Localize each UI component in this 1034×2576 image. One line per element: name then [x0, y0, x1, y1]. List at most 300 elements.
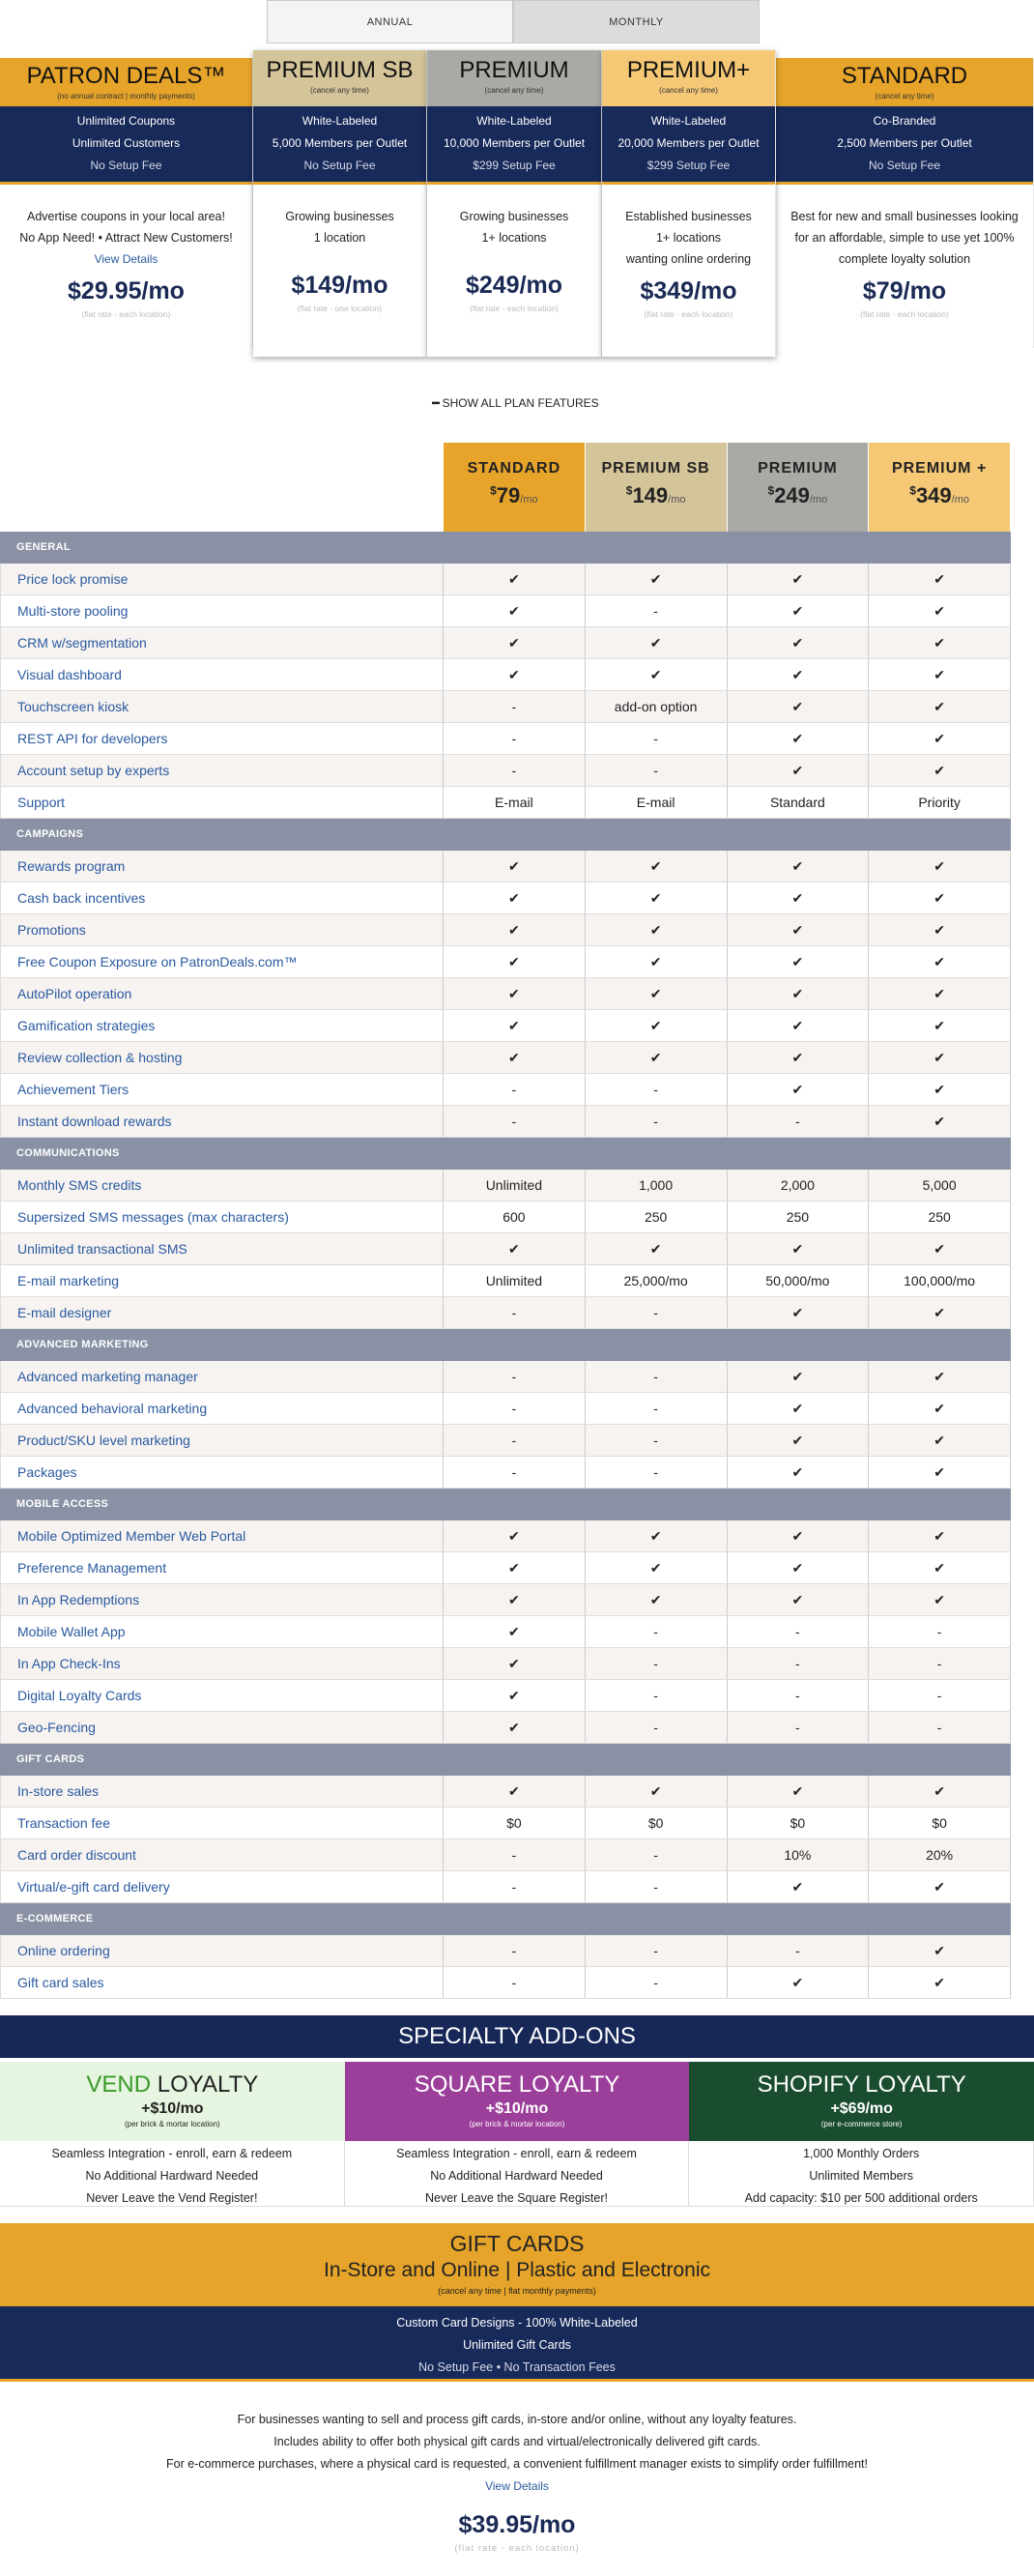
feature-row: [0, 1552, 1011, 1584]
feature-value: 5,000: [869, 1170, 1011, 1201]
feature-name[interactable]: Touchscreen kiosk: [1, 691, 444, 722]
check-icon: ✔: [728, 595, 870, 626]
feature-value: -: [869, 1680, 1011, 1711]
plan-card-feature: White-Labeled: [302, 114, 378, 128]
plan-price-amount: 149: [632, 483, 669, 507]
plan-card-desc-line: Established businesses: [625, 210, 752, 223]
show-all-label: SHOW ALL PLAN FEATURES: [442, 396, 599, 410]
addon-price-note: (per e-commerce store): [820, 2120, 903, 2128]
plan-cards: [0, 46, 1034, 365]
check-icon: ✔: [586, 564, 728, 594]
addon-features: [689, 2141, 1034, 2207]
plan-card-terms: (cancel any time): [659, 86, 718, 95]
feature-name[interactable]: Advanced behavioral marketing: [1, 1393, 444, 1424]
plan-column-name: STANDARD: [467, 460, 561, 477]
section-header: COMMUNICATIONS: [0, 1138, 1011, 1170]
feature-row: [0, 1712, 1011, 1744]
gift-line: No Setup Fee • No Transaction Fees: [418, 2360, 616, 2374]
feature-value: -: [444, 691, 586, 722]
currency-symbol: $: [767, 483, 775, 498]
check-icon: ✔: [869, 723, 1011, 754]
addon-name-brand: SQUARE LOYALTY: [414, 2071, 620, 2098]
addon-feature: No Additional Hardward Needed: [85, 2169, 259, 2183]
check-icon: ✔: [869, 1935, 1011, 1966]
feature-row: [0, 1680, 1011, 1712]
check-icon: ✔: [444, 1680, 586, 1711]
addon-price-note: (per brick & mortar location): [469, 2120, 565, 2128]
check-icon: ✔: [869, 595, 1011, 626]
section-header: CAMPAIGNS: [0, 819, 1011, 851]
feature-name[interactable]: E-mail marketing: [1, 1265, 444, 1296]
feature-value: 100,000/mo: [869, 1265, 1011, 1296]
check-icon: ✔: [728, 1297, 870, 1328]
plan-column-price: [728, 483, 869, 508]
check-icon: ✔: [586, 1010, 728, 1041]
plan-column-price: [444, 483, 585, 508]
check-icon: ✔: [586, 659, 728, 690]
feature-value: Priority: [869, 787, 1011, 818]
feature-value: -: [444, 1839, 586, 1870]
feature-name[interactable]: AutoPilot operation: [1, 978, 444, 1009]
feature-value: 250: [586, 1201, 728, 1232]
check-icon: ✔: [728, 723, 870, 754]
check-icon: ✔: [444, 1712, 586, 1743]
feature-name[interactable]: Mobile Wallet App: [1, 1616, 444, 1647]
addon-name-suffix: LOYALTY: [151, 2071, 259, 2098]
feature-name[interactable]: Digital Loyalty Cards: [1, 1680, 444, 1711]
feature-row: [0, 978, 1011, 1010]
feature-name[interactable]: Multi-store pooling: [1, 595, 444, 626]
check-icon: ✔: [728, 1074, 870, 1105]
plan-card-price: $249/mo: [465, 272, 563, 299]
feature-value: -: [444, 1361, 586, 1392]
gift-title: GIFT CARDS: [449, 2231, 585, 2256]
check-icon: ✔: [869, 883, 1011, 913]
section-header: E-COMMERCE: [0, 1903, 1011, 1935]
feature-value: -: [586, 595, 728, 626]
check-icon: ✔: [444, 978, 586, 1009]
feature-value: 50,000/mo: [728, 1265, 870, 1296]
feature-name[interactable]: Supersized SMS messages (max characters): [1, 1201, 444, 1232]
plan-card-terms: (no annual contract | monthly payments): [57, 92, 195, 101]
feature-name[interactable]: Cash back incentives: [1, 883, 444, 913]
plan-column-header: [586, 443, 728, 532]
check-icon: ✔: [869, 1393, 1011, 1424]
plan-price-unit: /mo: [951, 494, 969, 506]
feature-row: [0, 914, 1011, 946]
feature-row: [0, 595, 1011, 627]
plan-card-feature: No Setup Fee: [303, 159, 376, 172]
feature-row: [0, 1361, 1011, 1393]
plan-card-feature: Co-Branded: [873, 114, 936, 128]
currency-symbol: $: [625, 483, 633, 498]
check-icon: ✔: [869, 659, 1011, 690]
feature-name[interactable]: Review collection & hosting: [1, 1042, 444, 1073]
check-icon: ✔: [444, 883, 586, 913]
addon-card: [689, 2062, 1034, 2207]
feature-name[interactable]: CRM w/segmentation: [1, 627, 444, 658]
feature-value: E-mail: [586, 787, 728, 818]
feature-name[interactable]: Online ordering: [1, 1935, 444, 1966]
check-icon: ✔: [728, 1361, 870, 1392]
plan-card-feature: 20,000 Members per Outlet: [618, 136, 760, 150]
check-icon: ✔: [586, 883, 728, 913]
addon-name: [689, 2071, 1034, 2098]
plan-card-price: $79/mo: [862, 277, 947, 304]
check-icon: ✔: [444, 946, 586, 977]
billing-toggle: [267, 0, 760, 43]
collapse-icon: ━: [432, 396, 440, 410]
check-icon: ✔: [444, 1520, 586, 1551]
feature-value: $0: [444, 1808, 586, 1838]
currency-symbol: $: [490, 483, 497, 498]
check-icon: ✔: [586, 946, 728, 977]
plan-card: [253, 50, 427, 357]
feature-value: $0: [728, 1808, 870, 1838]
plan-card-price-note: (flat rate - each location): [860, 309, 949, 319]
feature-row: [0, 1265, 1011, 1297]
feature-row: [0, 851, 1011, 883]
feature-value: -: [586, 1935, 728, 1966]
check-icon: ✔: [869, 1010, 1011, 1041]
plan-card-desc-line: Advertise coupons in your local area!: [27, 210, 225, 223]
feature-name[interactable]: Instant download rewards: [1, 1106, 444, 1137]
plan-card-name: PREMIUM+: [626, 57, 751, 83]
check-icon: ✔: [869, 914, 1011, 945]
section-header: GIFT CARDS: [0, 1744, 1011, 1776]
check-icon: ✔: [728, 1967, 870, 1998]
check-icon: ✔: [728, 1871, 870, 1902]
plan-card-description: [776, 185, 1033, 270]
check-icon: ✔: [869, 1074, 1011, 1105]
feature-value: -: [728, 1648, 870, 1679]
feature-comparison-table: [0, 443, 1011, 1999]
plan-card-features: [602, 106, 775, 185]
feature-value: $0: [586, 1808, 728, 1838]
feature-name[interactable]: E-mail designer: [1, 1297, 444, 1328]
feature-value: -: [444, 1106, 586, 1137]
addon-feature: 1,000 Monthly Orders: [803, 2147, 920, 2160]
feature-value: add-on option: [586, 691, 728, 722]
check-icon: ✔: [444, 627, 586, 658]
addon-feature: No Additional Hardward Needed: [430, 2169, 603, 2183]
feature-row: [0, 883, 1011, 914]
addon-card: [345, 2062, 690, 2207]
specialty-addons: [0, 2015, 1034, 2207]
plan-card-desc-line: Best for new and small businesses looking: [790, 210, 1019, 223]
check-icon: ✔: [586, 978, 728, 1009]
plan-column-price: [869, 483, 1010, 508]
feature-value: -: [869, 1648, 1011, 1679]
check-icon: ✔: [444, 1042, 586, 1073]
plan-card: [0, 58, 253, 348]
gift-line: Unlimited Gift Cards: [463, 2338, 571, 2352]
feature-name[interactable]: In App Redemptions: [1, 1584, 444, 1615]
plan-column-name: PREMIUM +: [891, 460, 988, 477]
check-icon: ✔: [728, 1233, 870, 1264]
plan-card-feature: 5,000 Members per Outlet: [272, 136, 408, 150]
addons-title: SPECIALTY ADD-ONS: [0, 2015, 1034, 2058]
check-icon: ✔: [444, 1616, 586, 1647]
plan-card-feature: White-Labeled: [650, 114, 727, 128]
addon-header: [689, 2062, 1034, 2141]
plan-card-desc-line: wanting online ordering: [625, 252, 752, 266]
feature-row: [0, 787, 1011, 819]
addon-name: [345, 2071, 690, 2098]
annual-tab[interactable]: ANNUAL: [267, 0, 513, 43]
feature-value: -: [444, 1393, 586, 1424]
feature-name[interactable]: In App Check-Ins: [1, 1648, 444, 1679]
feature-value: 20%: [869, 1839, 1011, 1870]
feature-name[interactable]: Advanced marketing manager: [1, 1361, 444, 1392]
gift-cards-plan: [0, 2223, 1034, 2554]
feature-value: -: [586, 1106, 728, 1137]
section-header: ADVANCED MARKETING: [0, 1329, 1011, 1361]
check-icon: ✔: [869, 1871, 1011, 1902]
check-icon: ✔: [728, 1425, 870, 1456]
check-icon: ✔: [728, 851, 870, 882]
plan-card-header: [427, 50, 601, 106]
check-icon: ✔: [869, 691, 1011, 722]
feature-value: Unlimited: [444, 1170, 586, 1201]
feature-value: Standard: [728, 787, 870, 818]
feature-value: -: [586, 755, 728, 786]
feature-value: -: [444, 1967, 586, 1998]
plan-card-terms: (cancel any time): [310, 86, 369, 95]
feature-value: -: [444, 1935, 586, 1966]
feature-name[interactable]: Account setup by experts: [1, 755, 444, 786]
check-icon: ✔: [586, 1776, 728, 1807]
feature-row: [0, 1648, 1011, 1680]
plan-card-price-note: (flat rate - each location): [470, 304, 559, 313]
feature-name[interactable]: Visual dashboard: [1, 659, 444, 690]
feature-value: -: [586, 1297, 728, 1328]
plan-card-description: [427, 185, 601, 248]
check-icon: ✔: [586, 1584, 728, 1615]
plan-card-desc-line: complete loyalty solution: [838, 252, 971, 266]
gift-price-note: (flat rate - each location): [454, 2543, 580, 2554]
check-icon: ✔: [444, 1552, 586, 1583]
plan-card-feature: No Setup Fee: [868, 159, 941, 172]
plan-card-header: [776, 58, 1033, 106]
feature-row: [0, 564, 1011, 595]
feature-row: [0, 946, 1011, 978]
feature-name[interactable]: Transaction fee: [1, 1808, 444, 1838]
plan-column-header: [869, 443, 1011, 532]
plan-card-desc-line: No App Need! • Attract New Customers!: [19, 231, 233, 245]
check-icon: ✔: [728, 564, 870, 594]
feature-value: -: [444, 1297, 586, 1328]
addon-feature: Seamless Integration - enroll, earn & redeem: [51, 2147, 293, 2160]
plan-card-price: $349/mo: [640, 277, 737, 304]
feature-row: [0, 1776, 1011, 1808]
check-icon: ✔: [728, 1776, 870, 1807]
feature-value: E-mail: [444, 787, 586, 818]
plan-card-features: [0, 106, 252, 185]
gift-line: Custom Card Designs - 100% White-Labeled: [396, 2316, 638, 2330]
feature-name[interactable]: REST API for developers: [1, 723, 444, 754]
feature-row: [0, 723, 1011, 755]
feature-name[interactable]: Preference Management: [1, 1552, 444, 1583]
addon-feature: Seamless Integration - enroll, earn & redeem: [396, 2147, 637, 2160]
check-icon: ✔: [728, 755, 870, 786]
check-icon: ✔: [728, 1584, 870, 1615]
addon-feature: Add capacity: $10 per 500 additional orders: [744, 2191, 978, 2205]
check-icon: ✔: [586, 1520, 728, 1551]
currency-symbol: $: [909, 483, 916, 498]
feature-row: [0, 1425, 1011, 1457]
check-icon: ✔: [869, 1233, 1011, 1264]
feature-name[interactable]: Card order discount: [1, 1839, 444, 1870]
check-icon: ✔: [728, 1042, 870, 1073]
feature-row: [0, 1871, 1011, 1903]
check-icon: ✔: [869, 1297, 1011, 1328]
plan-card-price-note: (flat rate - each location): [644, 309, 733, 319]
feature-name[interactable]: Virtual/e-gift card delivery: [1, 1871, 444, 1902]
feature-name[interactable]: Packages: [1, 1457, 444, 1488]
feature-value: -: [444, 1074, 586, 1105]
feature-row: [0, 691, 1011, 723]
check-icon: ✔: [869, 1457, 1011, 1488]
plan-price-amount: 79: [496, 483, 521, 507]
feature-name[interactable]: Rewards program: [1, 851, 444, 882]
feature-name[interactable]: Achievement Tiers: [1, 1074, 444, 1105]
check-icon: ✔: [869, 1106, 1011, 1137]
addon-price: +$69/mo: [830, 2100, 893, 2117]
feature-row: [0, 1233, 1011, 1265]
plan-card-price-note: (flat rate - each location): [81, 309, 171, 319]
plan-card-description: [0, 185, 252, 270]
plan-card-description: [602, 185, 775, 270]
feature-row: [0, 1106, 1011, 1138]
check-icon: ✔: [444, 1010, 586, 1041]
show-all-features-toggle[interactable]: [0, 396, 1034, 410]
check-icon: ✔: [728, 1393, 870, 1424]
feature-value: 10%: [728, 1839, 870, 1870]
feature-row: [0, 1042, 1011, 1074]
feature-name[interactable]: Price lock promise: [1, 564, 444, 594]
feature-name[interactable]: Support: [1, 787, 444, 818]
plan-card-desc-line: 1+ locations: [481, 231, 547, 245]
feature-name[interactable]: Gamification strategies: [1, 1010, 444, 1041]
feature-value: $0: [869, 1808, 1011, 1838]
feature-row: [0, 627, 1011, 659]
plan-card-header: [253, 50, 426, 106]
feature-row: [0, 1839, 1011, 1871]
feature-row: [0, 1935, 1011, 1967]
check-icon: ✔: [869, 1425, 1011, 1456]
check-icon: ✔: [728, 1520, 870, 1551]
plan-card-feature: 2,500 Members per Outlet: [837, 136, 972, 150]
feature-value: 2,000: [728, 1170, 870, 1201]
check-icon: ✔: [728, 1552, 870, 1583]
feature-value: -: [869, 1616, 1011, 1647]
feature-name[interactable]: Gift card sales: [1, 1967, 444, 1998]
check-icon: ✔: [869, 1361, 1011, 1392]
check-icon: ✔: [728, 691, 870, 722]
plan-column-header: [444, 443, 586, 532]
plan-card-name: PREMIUM SB: [266, 57, 414, 83]
feature-name[interactable]: In-store sales: [1, 1776, 444, 1807]
addon-name-brand: SHOPIFY LOYALTY: [757, 2071, 966, 2098]
check-icon: ✔: [444, 914, 586, 945]
feature-value: -: [586, 1457, 728, 1488]
feature-value: -: [586, 1648, 728, 1679]
feature-value: -: [586, 1074, 728, 1105]
plan-column-price: [586, 483, 727, 508]
check-icon: ✔: [728, 883, 870, 913]
gift-view-details-link[interactable]: View Details: [485, 2479, 549, 2493]
feature-name[interactable]: Mobile Optimized Member Web Portal: [1, 1520, 444, 1551]
addon-feature: Never Leave the Vend Register!: [86, 2191, 258, 2205]
plan-card: [427, 50, 602, 357]
feature-name[interactable]: Unlimited transactional SMS: [1, 1233, 444, 1264]
feature-row: [0, 659, 1011, 691]
check-icon: ✔: [586, 1042, 728, 1073]
check-icon: ✔: [869, 851, 1011, 882]
addon-feature: Unlimited Members: [809, 2169, 914, 2183]
feature-value: -: [444, 1425, 586, 1456]
feature-value: -: [586, 723, 728, 754]
feature-name[interactable]: Geo-Fencing: [1, 1712, 444, 1743]
feature-name[interactable]: Free Coupon Exposure on PatronDeals.com™: [1, 946, 444, 977]
feature-row: [0, 1201, 1011, 1233]
feature-row: [0, 1808, 1011, 1839]
check-icon: ✔: [586, 914, 728, 945]
plan-card-terms: (cancel any time): [875, 92, 934, 101]
feature-row: [0, 1520, 1011, 1552]
plan-card-description: [253, 185, 426, 248]
feature-row: [0, 1616, 1011, 1648]
check-icon: ✔: [586, 1552, 728, 1583]
gift-desc: For businesses wanting to sell and process gift cards, in-store and/or online, without any loyalty features.: [237, 2413, 797, 2426]
feature-value: -: [586, 1393, 728, 1424]
feature-name[interactable]: Promotions: [1, 914, 444, 945]
check-icon: ✔: [869, 1042, 1011, 1073]
plan-card-feature: $299 Setup Fee: [473, 159, 556, 172]
monthly-tab[interactable]: MONTHLY: [513, 0, 760, 43]
feature-value: -: [586, 1616, 728, 1647]
check-icon: ✔: [728, 946, 870, 977]
plan-card-name: STANDARD: [841, 63, 968, 89]
check-icon: ✔: [444, 595, 586, 626]
addon-header: [0, 2062, 345, 2141]
feature-name[interactable]: Product/SKU level marketing: [1, 1425, 444, 1456]
section-header: GENERAL: [0, 532, 1011, 564]
feature-value: -: [728, 1712, 870, 1743]
gift-note: (cancel any time | flat monthly payments): [438, 2286, 596, 2296]
check-icon: ✔: [586, 1233, 728, 1264]
feature-value: -: [444, 1457, 586, 1488]
feature-value: -: [586, 1839, 728, 1870]
plan-card-desc-line: 1+ locations: [655, 231, 722, 245]
check-icon: ✔: [444, 659, 586, 690]
plan-card-header: [602, 50, 775, 106]
addon-price: +$10/mo: [485, 2100, 549, 2117]
feature-value: -: [728, 1935, 870, 1966]
check-icon: ✔: [869, 755, 1011, 786]
check-icon: ✔: [728, 659, 870, 690]
feature-value: 1,000: [586, 1170, 728, 1201]
feature-row: [0, 1010, 1011, 1042]
view-details-link[interactable]: View Details: [94, 252, 158, 266]
feature-row: [0, 1457, 1011, 1489]
plan-card-feature: Unlimited Customers: [72, 136, 181, 150]
feature-name[interactable]: Monthly SMS credits: [1, 1170, 444, 1201]
addon-name-brand: VEND: [86, 2071, 152, 2098]
check-icon: ✔: [728, 1010, 870, 1041]
feature-value: Unlimited: [444, 1265, 586, 1296]
